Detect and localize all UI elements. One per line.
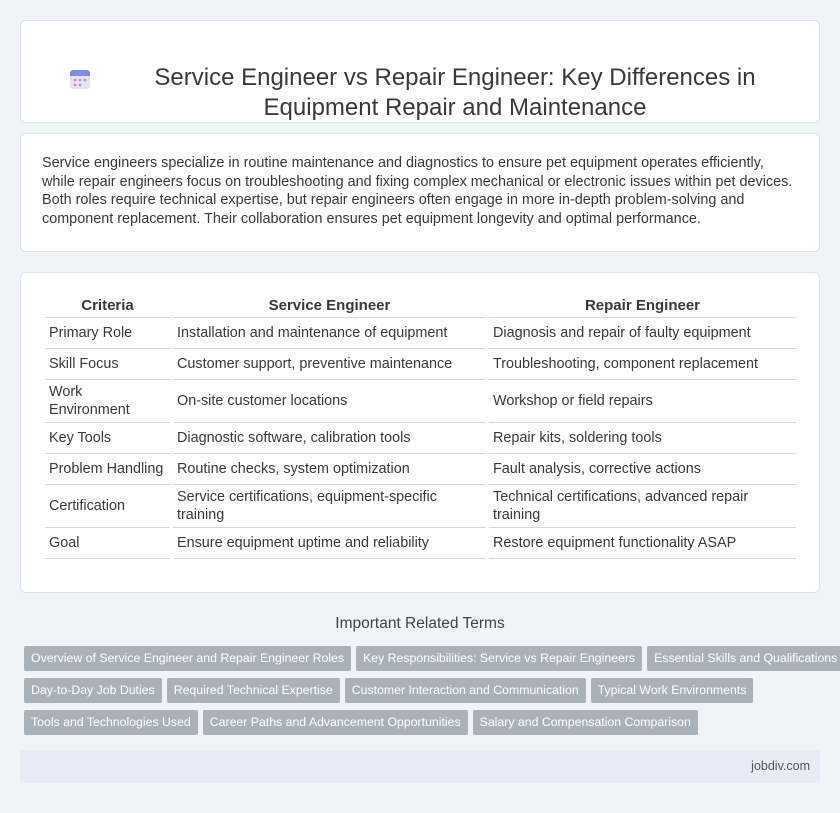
related-term-tag[interactable]: Salary and Compensation Comparison <box>473 710 698 735</box>
table-cell: Diagnosis and repair of faulty equipment <box>489 318 796 349</box>
tag-row <box>24 678 824 710</box>
table-cell: Primary Role <box>45 318 170 349</box>
table-cell: Certification <box>45 485 170 528</box>
header-criteria: Criteria <box>45 295 170 318</box>
table-cell: Work Environment <box>45 380 170 423</box>
related-term-tag[interactable]: Overview of Service Engineer and Repair Engineer Roles <box>24 646 351 671</box>
table-cell: On-site customer locations <box>173 380 486 423</box>
related-term-tag[interactable]: Customer Interaction and Communication <box>345 678 586 703</box>
related-terms-title: Important Related Terms <box>335 615 505 632</box>
footer <box>20 750 820 783</box>
header-repair-engineer: Repair Engineer <box>489 295 796 318</box>
tag-row <box>24 646 838 678</box>
page-title: Service Engineer vs Repair Engineer: Key Differences in Equipment Repair and Maintenance <box>154 64 756 121</box>
summary-card <box>20 133 820 252</box>
table-row <box>45 380 796 423</box>
table-cell: Workshop or field repairs <box>489 380 796 423</box>
related-term-tag[interactable]: Day-to-Day Job Duties <box>24 678 162 703</box>
calendar-icon <box>68 67 92 91</box>
title-card <box>20 20 820 123</box>
table-cell: Problem Handling <box>45 454 170 485</box>
table-header-row <box>45 295 796 318</box>
table-row <box>45 423 796 454</box>
header-service-engineer: Service Engineer <box>173 295 486 318</box>
table-cell: Diagnostic software, calibration tools <box>173 423 486 454</box>
table-cell: Goal <box>45 528 170 559</box>
table-row <box>45 318 796 349</box>
related-term-tag[interactable]: Required Technical Expertise <box>167 678 340 703</box>
table-row <box>45 454 796 485</box>
related-term-tag[interactable]: Typical Work Environments <box>591 678 754 703</box>
table-cell: Troubleshooting, component replacement <box>489 349 796 380</box>
table-cell: Fault analysis, corrective actions <box>489 454 796 485</box>
footer-site-link[interactable]: jobdiv.com <box>751 759 810 773</box>
related-terms-tags <box>24 646 838 742</box>
comparison-table <box>42 295 799 559</box>
summary-text: Service engineers specialize in routine maintenance and diagnostics to ensure pet equipment operates efficiently, while repair engineers focus on troubleshooting and fixing complex mechanical or electronic issues within pet devices. Both roles require technical expertise, but repair engineers often engage in more in-depth problem-solving and component replacement. Their collaboration ensures pet equipment longevity and optimal performance. <box>42 155 793 227</box>
table-cell: Customer support, preventive maintenance <box>173 349 486 380</box>
related-term-tag[interactable]: Essential Skills and Qualifications <box>647 646 840 671</box>
table-row <box>45 485 796 528</box>
related-term-tag[interactable]: Key Responsibilities: Service vs Repair Engineers <box>356 646 642 671</box>
related-term-tag[interactable]: Career Paths and Advancement Opportunities <box>203 710 468 735</box>
table-cell: Key Tools <box>45 423 170 454</box>
table-cell: Routine checks, system optimization <box>173 454 486 485</box>
tag-row <box>24 710 824 742</box>
table-cell: Service certifications, equipment-specific training <box>173 485 486 528</box>
table-row <box>45 349 796 380</box>
table-cell: Repair kits, soldering tools <box>489 423 796 454</box>
comparison-table-card <box>20 272 820 593</box>
table-row <box>45 528 796 559</box>
table-cell: Ensure equipment uptime and reliability <box>173 528 486 559</box>
table-cell: Skill Focus <box>45 349 170 380</box>
related-term-tag[interactable]: Tools and Technologies Used <box>24 710 198 735</box>
table-cell: Installation and maintenance of equipment <box>173 318 486 349</box>
table-cell: Technical certifications, advanced repair training <box>489 485 796 528</box>
table-cell: Restore equipment functionality ASAP <box>489 528 796 559</box>
